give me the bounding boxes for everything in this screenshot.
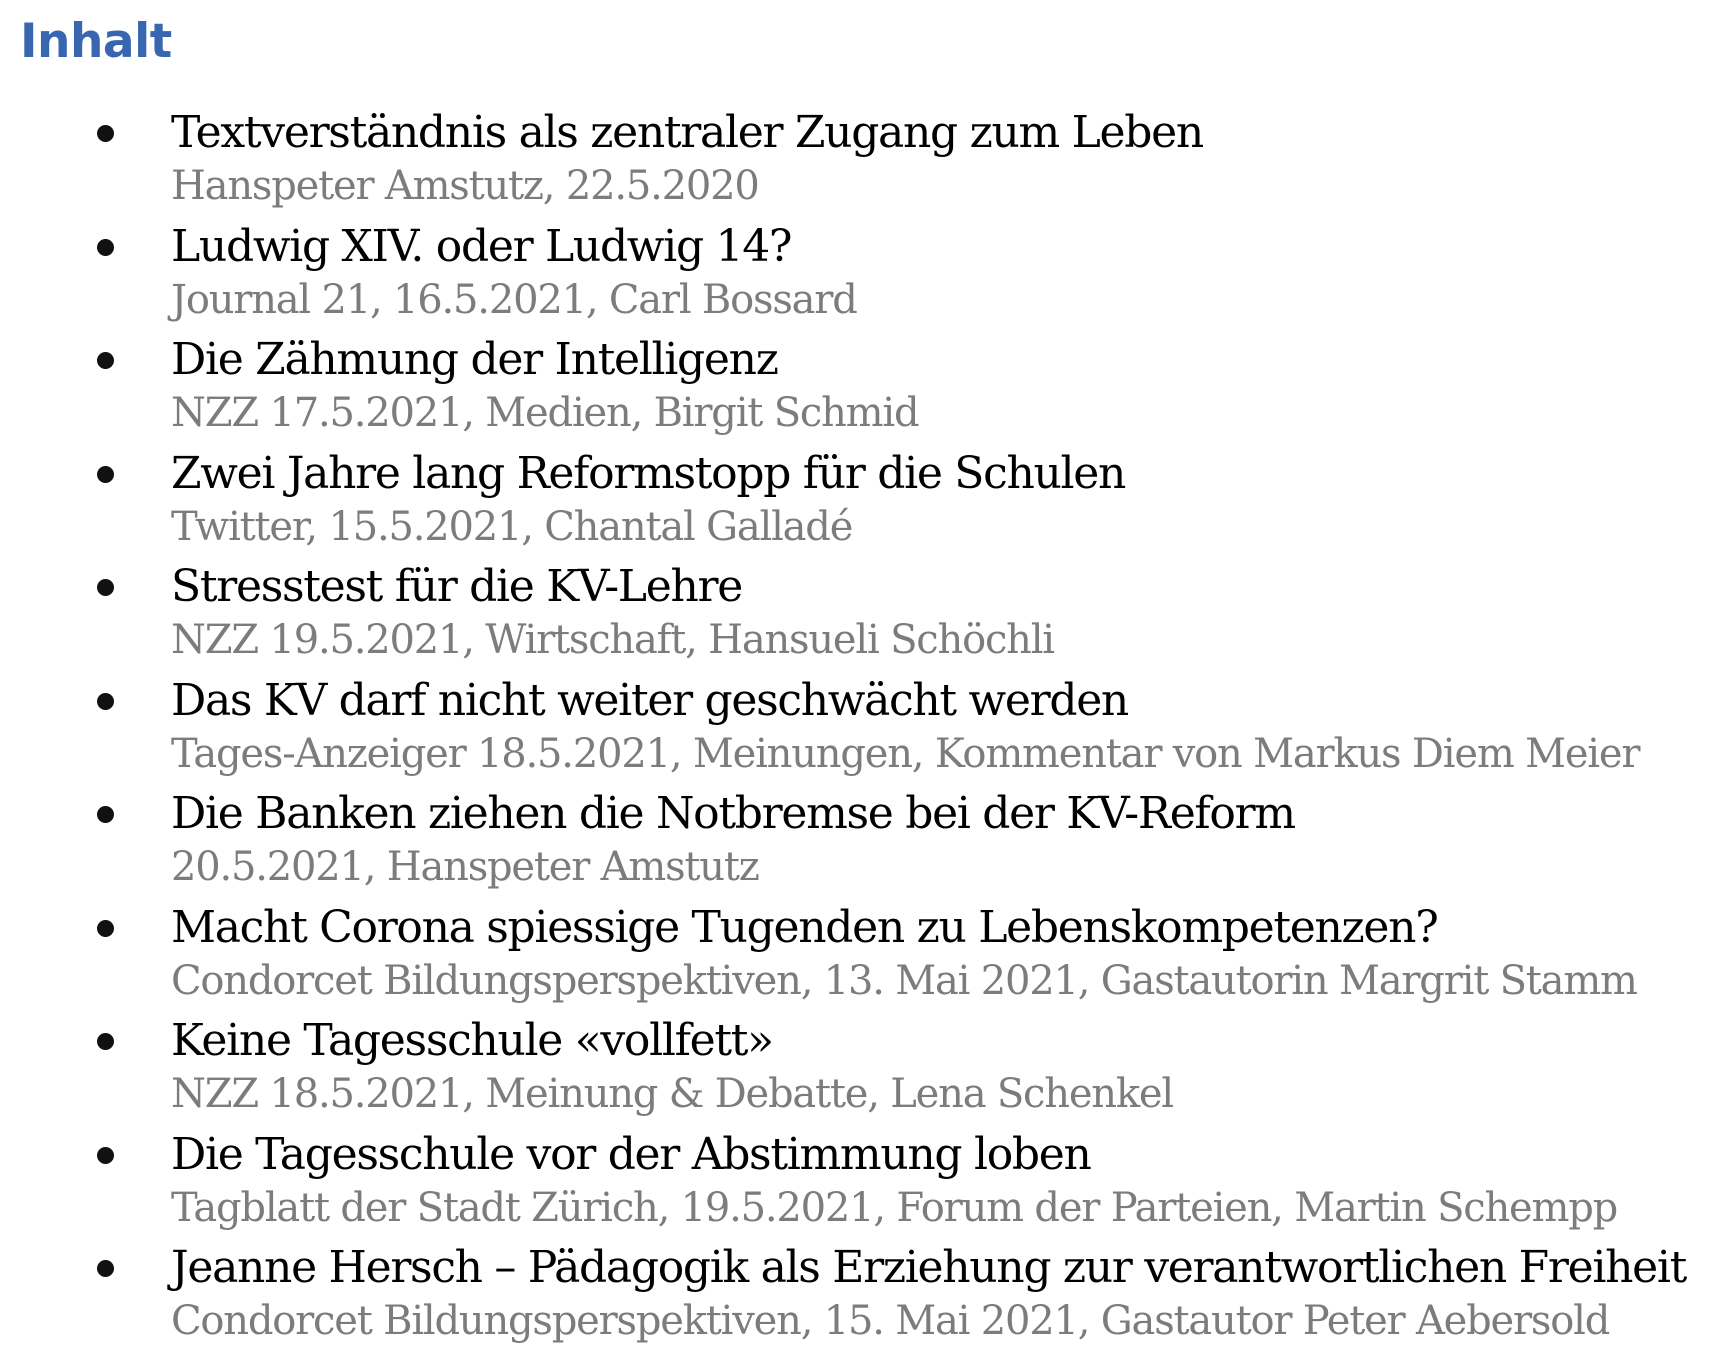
article-source: Condorcet Bildungsperspektiven, 13. Mai 2021, Gastautorin Margrit Stamm bbox=[171, 957, 1637, 1004]
bullet-icon bbox=[97, 1147, 114, 1164]
bullet-icon bbox=[97, 125, 114, 142]
article-title-link[interactable]: Textverständnis als zentraler Zugang zum Leben bbox=[171, 107, 1203, 158]
article-source: Journal 21, 16.5.2021, Carl Bossard bbox=[171, 276, 857, 323]
article-title-link[interactable]: Ludwig XIV. oder Ludwig 14? bbox=[171, 220, 792, 272]
article-source: Tages-Anzeiger 18.5.2021, Meinungen, Kommentar von Markus Diem Meier bbox=[171, 730, 1640, 777]
toc-item bbox=[0, 215, 1728, 329]
bullet-icon bbox=[97, 579, 114, 596]
article-title-link[interactable]: Die Zähmung der Intelligenz bbox=[171, 334, 778, 385]
article-title-link[interactable]: Macht Corona spiessige Tugenden zu Lebenskompetenzen? bbox=[171, 901, 1438, 953]
bullet-icon bbox=[97, 693, 114, 710]
toc-item bbox=[0, 1009, 1728, 1123]
article-source: NZZ 19.5.2021, Wirtschaft, Hansueli Schöchli bbox=[171, 617, 1054, 663]
table-of-contents bbox=[0, 101, 1728, 1350]
article-title-link[interactable]: Die Banken ziehen die Notbremse bei der KV-Reform bbox=[171, 788, 1295, 839]
toc-item bbox=[0, 555, 1728, 669]
article-title-link[interactable]: Das KV darf nicht weiter geschwächt werden bbox=[171, 674, 1128, 726]
bullet-icon bbox=[97, 920, 114, 937]
toc-item bbox=[0, 1236, 1728, 1350]
article-title-link[interactable]: Die Tagesschule vor der Abstimmung loben bbox=[171, 1128, 1091, 1180]
article-source: NZZ 17.5.2021, Medien, Birgit Schmid bbox=[171, 390, 919, 436]
bullet-icon bbox=[97, 352, 114, 369]
bullet-icon bbox=[97, 466, 114, 483]
article-title-link[interactable]: Jeanne Hersch – Pädagogik als Erziehung zur verantwortlichen Freiheit bbox=[171, 1242, 1687, 1293]
toc-item bbox=[0, 896, 1728, 1010]
article-source: 20.5.2021, Hanspeter Amstutz bbox=[171, 844, 759, 890]
bullet-icon bbox=[97, 1033, 114, 1050]
bullet-icon bbox=[97, 806, 114, 823]
toc-item bbox=[0, 442, 1728, 556]
toc-item bbox=[0, 669, 1728, 783]
bullet-icon bbox=[97, 1260, 114, 1277]
article-source: Condorcet Bildungsperspektiven, 15. Mai 2021, Gastautor Peter Aebersold bbox=[171, 1298, 1610, 1344]
article-source: Tagblatt der Stadt Zürich, 19.5.2021, Forum der Parteien, Martin Schempp bbox=[171, 1184, 1618, 1231]
article-source: Twitter, 15.5.2021, Chantal Galladé bbox=[171, 503, 853, 550]
article-source: Hanspeter Amstutz, 22.5.2020 bbox=[171, 163, 759, 209]
toc-item bbox=[0, 1123, 1728, 1237]
toc-item bbox=[0, 328, 1728, 442]
toc-item bbox=[0, 782, 1728, 896]
article-title-link[interactable]: Keine Tagesschule «vollfett» bbox=[171, 1015, 773, 1066]
article-title-link[interactable]: Zwei Jahre lang Reformstopp für die Schulen bbox=[171, 447, 1126, 499]
toc-item bbox=[0, 101, 1728, 215]
article-source: NZZ 18.5.2021, Meinung & Debatte, Lena Schenkel bbox=[171, 1071, 1173, 1117]
bullet-icon bbox=[97, 239, 114, 256]
article-title-link[interactable]: Stresstest für die KV-Lehre bbox=[171, 561, 742, 612]
toc-heading: Inhalt bbox=[20, 14, 172, 69]
